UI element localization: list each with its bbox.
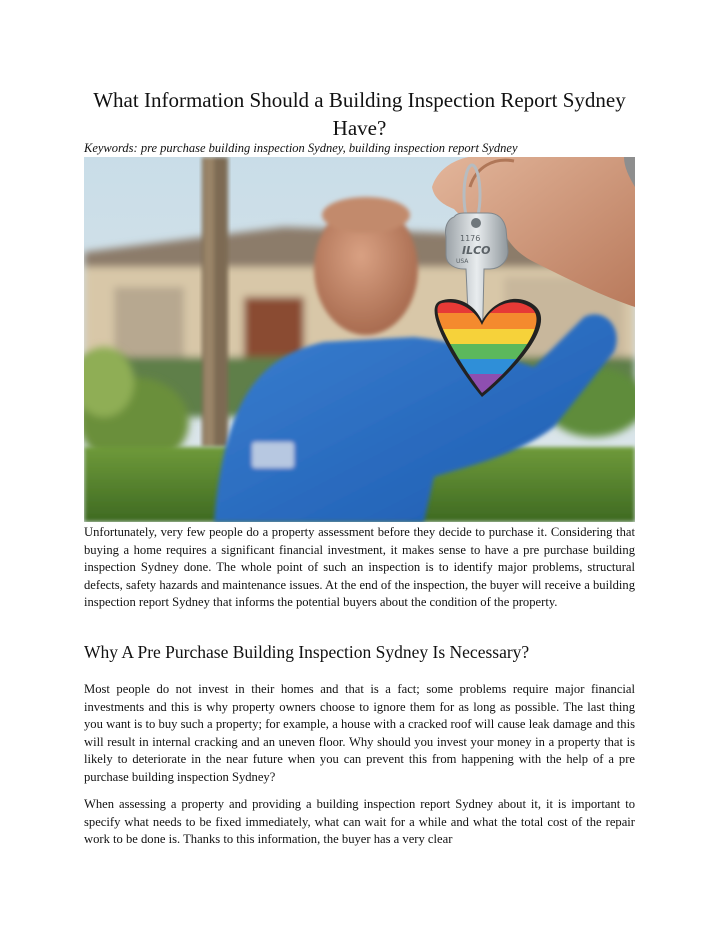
section-heading: Why A Pre Purchase Building Inspection Sydney Is Necessary? <box>84 642 530 662</box>
key-origin: USA <box>456 258 469 265</box>
page-title: What Information Should a Building Inspection Report Sydney Have? <box>93 88 626 140</box>
body-paragraph-1: Most people do not invest in their homes and that is a fact; some problems require major financial investments and this is why property owners choose to ignore them for as long as possible. The last thing you want is to buy such a property; for example, a house with a cracked roof will cause leak damage and this will result in internal cracking and an uneven floor. Why should you invest your money in a property that is likely to deteriorate in the near future when you can prevent this from happening with the help of a pre purchase building inspection Sydney? <box>84 682 635 784</box>
key-handover-photo <box>84 157 635 522</box>
intro-paragraph: Unfortunately, very few people do a property assessment before they decide to purchase it. Considering that buying a home requires a significant financial investment, it makes sense to have a pre purchase building inspection Sydney done. The whole point of such an inspection is to identify major problems, structural defects, safety hazards and maintenance issues. At the end of the inspection, the buyer will receive a building inspection report Sydney that informs the potential buyers about the condition of the property. <box>84 525 635 609</box>
key-number: 1176 <box>460 234 481 243</box>
keywords-line: Keywords: pre purchase building inspection Sydney, building inspection report Sydney <box>84 141 518 155</box>
palm-tree <box>202 157 228 447</box>
key-brand-stamp: ILCO <box>462 244 491 257</box>
body-paragraph-2: When assessing a property and providing a building inspection report Sydney about it, it is important to specify what needs to be fixed immediately, what can wait for a while and what the total cost of the repair work to be done is. Thanks to this information, the buyer has a very clear <box>84 797 635 846</box>
